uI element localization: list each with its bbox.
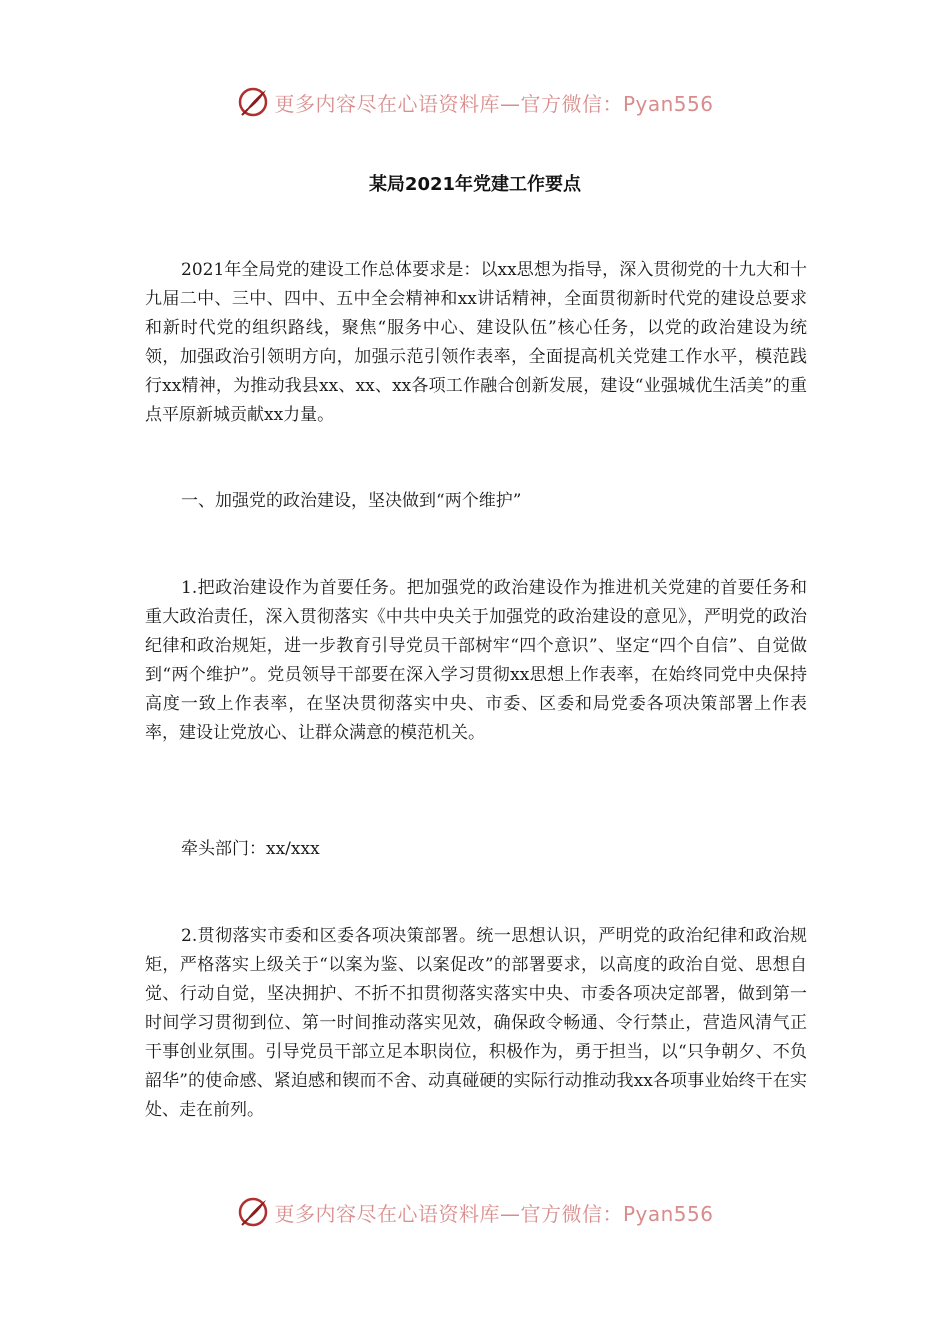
section-heading-1: 一、加强党的政治建设，坚决做到“两个维护”	[181, 491, 522, 511]
paragraph-item-1: 1.把政治建设作为首要任务。把加强党的政治建设作为推进机关党建的首要任务和重大政治责任，深入贯彻落实《中共中央关于加强党的政治建设的意见》，严明党的政治纪律和政治规矩，进一步教育引导党员干部树牢“四个意识”、坚定“四个自信”、自觉做到“两个维护”。党员领导干部要在深入学习贯彻xx思想上作表率，在始终同党中央保持高度一致上作表率，在坚决贯彻落实中央、市委、区委和局党委各项决策部署上作表率，建设让党放心、让群众满意的模范机关。	[145, 578, 807, 743]
banner-text: 更多内容尽在心语资料库—官方微信：Pyan556	[274, 91, 714, 116]
document-title: 某局2021年党建工作要点	[368, 174, 582, 195]
paragraph-item-2: 2.贯彻落实市委和区委各项决策部署。统一思想认识，严明党的政治纪律和政治规矩，严格落实上级关于“以案为鉴、以案促改”的部署要求，以高度的政治自觉、思想自觉、行动自觉，坚决拥护、不折不扣贯彻落实落实中央、市委各项决定部署，做到第一时间学习贯彻到位、第一时间推动落实见效，确保政令畅通、令行禁止，营造风清气正干事创业氛围。引导党员干部立足本职岗位，积极作为，勇于担当，以“只争朝夕、不负韶华”的使命感、紧迫感和锲而不舍、动真碰硬的实际行动推动我xx各项事业始终干在实处、走在前列。	[145, 926, 807, 1120]
paragraph-intro: 2021年全局党的建设工作总体要求是：以xx思想为指导，深入贯彻党的十九大和十九届二中、三中、四中、五中全会精神和xx讲话精神，全面贯彻新时代党的建设总要求和新时代党的组织路线，聚焦“服务中心、建设队伍”核心任务，以党的政治建设为统领，加强政治引领明方向，加强示范引领作表率，全面提高机关党建工作水平，模范践行xx精神，为推动我县xx、xx、xx各项工作融合创新发展，建设“业强城优生活美”的重点平原新城贡献xx力量。	[145, 260, 807, 425]
quill-logo-icon	[236, 85, 270, 119]
lead-department: 牵头部门：xx/xxx	[181, 839, 320, 859]
banner-text: 更多内容尽在心语资料库—官方微信：Pyan556	[274, 1201, 714, 1226]
footer-banner	[0, 1192, 950, 1232]
header-banner	[0, 82, 950, 122]
quill-logo-icon	[236, 1195, 270, 1229]
